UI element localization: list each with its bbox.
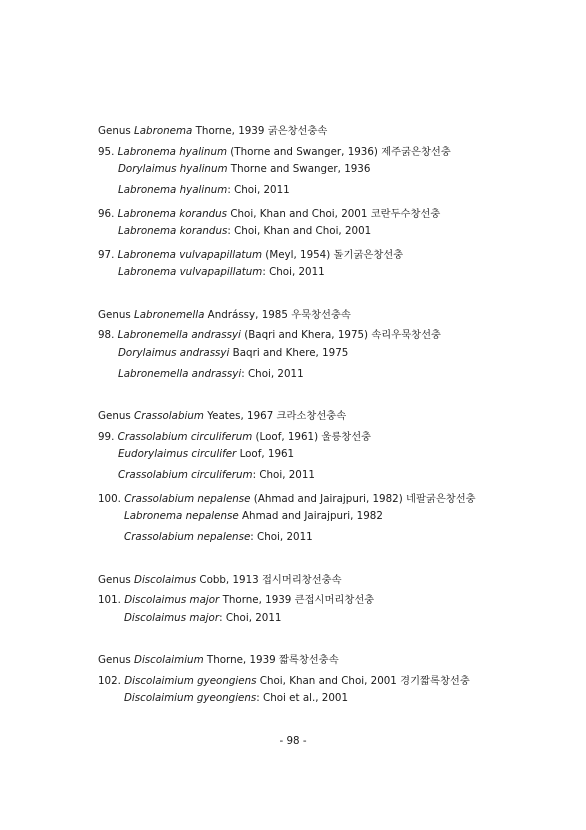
genus-heading: Genus Labronemella Andrássy, 1985 우묵창선충속 <box>98 309 351 321</box>
synonym-line: Labronema nepalense Ahmad and Jairajpuri, 1982 <box>124 510 383 522</box>
species-entry: 102. Discolaimium gyeongiens Choi, Khan and Choi, 2001 경기짧록창선충 <box>98 675 470 687</box>
genus-heading: Genus Labronema Thorne, 1939 굵은창선충속 <box>98 125 328 137</box>
synonym-line: Labronema korandus: Choi, Khan and Choi, 2001 <box>118 225 372 237</box>
synonym-line: Labronemella andrassyi: Choi, 2011 <box>118 368 304 380</box>
species-entry: 99. Crassolabium circuliferum (Loof, 1961) 울릉창선충 <box>98 431 372 443</box>
synonym-line: Discolaimus major: Choi, 2011 <box>124 612 282 624</box>
synonym-line: Crassolabium circuliferum: Choi, 2011 <box>118 469 315 481</box>
species-entry: 95. Labronema hyalinum (Thorne and Swanger, 1936) 제주굵은창선충 <box>98 146 451 158</box>
genus-heading: Genus Crassolabium Yeates, 1967 크라소창선충속 <box>98 410 347 422</box>
species-entry: 98. Labronemella andrassyi (Baqri and Khera, 1975) 속리우묵창선충 <box>98 329 441 341</box>
genus-heading: Genus Discolaimus Cobb, 1913 접시머리창선충속 <box>98 574 342 586</box>
genus-heading: Genus Discolaimium Thorne, 1939 짧록창선충속 <box>98 654 339 666</box>
page-number: - 98 - <box>279 735 307 747</box>
species-entry: 97. Labronema vulvapapillatum (Meyl, 1954) 돌기굵은창선충 <box>98 249 404 261</box>
synonym-line: Crassolabium nepalense: Choi, 2011 <box>124 531 313 543</box>
species-entry: 101. Discolaimus major Thorne, 1939 큰접시머리창선충 <box>98 594 375 606</box>
synonym-line: Labronema hyalinum: Choi, 2011 <box>118 184 290 196</box>
synonym-line: Dorylaimus andrassyi Baqri and Khere, 1975 <box>118 347 349 359</box>
synonym-line: Dorylaimus hyalinum Thorne and Swanger, 1936 <box>118 163 371 175</box>
synonym-line: Discolaimium gyeongiens: Choi et al., 2001 <box>124 692 349 704</box>
synonym-line: Eudorylaimus circulifer Loof, 1961 <box>118 448 295 460</box>
species-entry: 96. Labronema korandus Choi, Khan and Choi, 2001 코란두수창선충 <box>98 208 441 220</box>
species-entry: 100. Crassolabium nepalense (Ahmad and Jairajpuri, 1982) 네팔굵은창선충 <box>98 493 476 505</box>
synonym-line: Labronema vulvapapillatum: Choi, 2011 <box>118 266 325 278</box>
